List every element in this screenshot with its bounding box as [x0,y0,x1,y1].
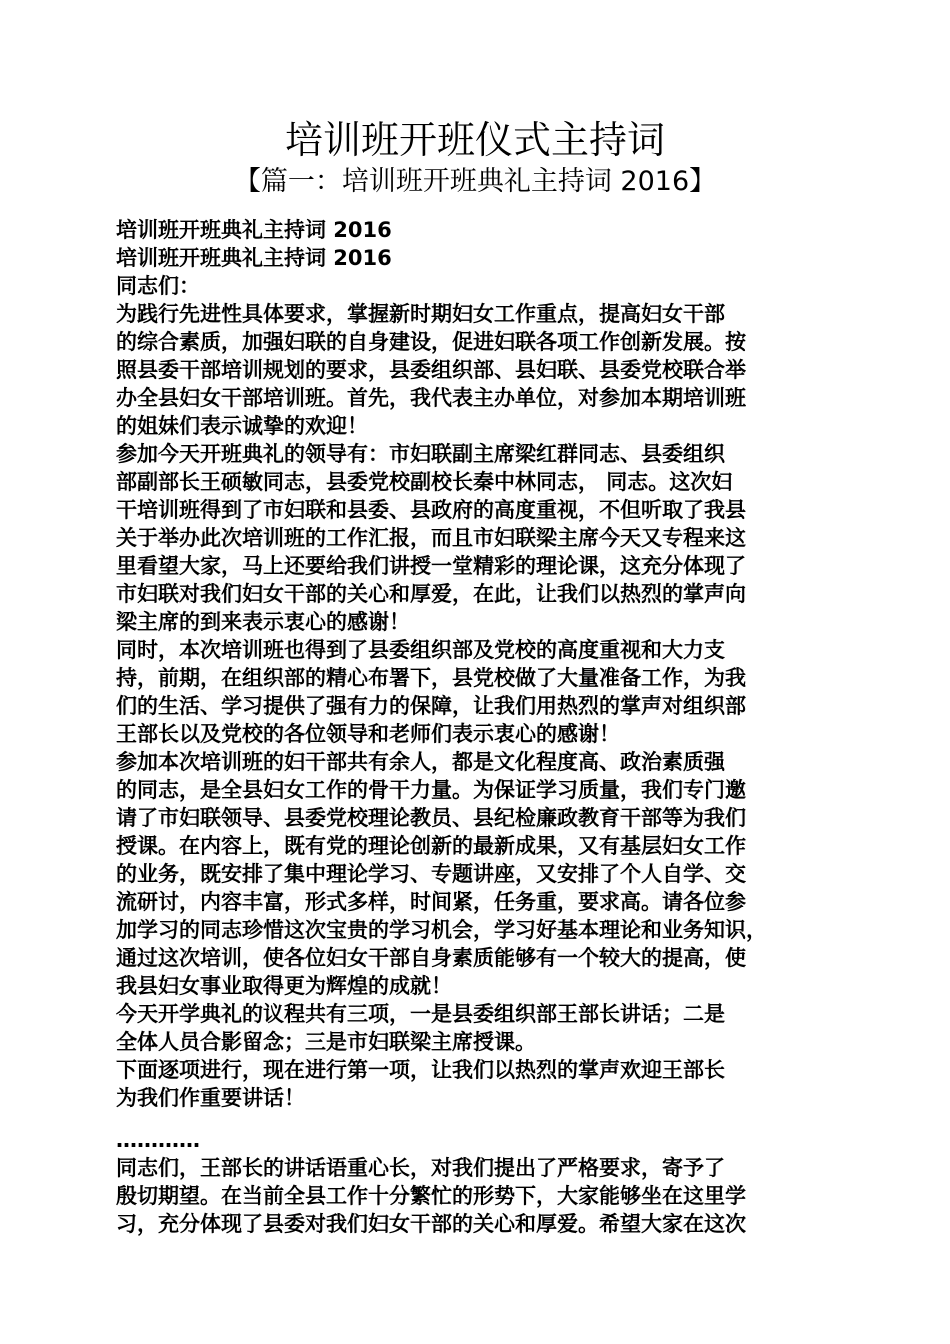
text-line: 培训班开班典礼主持词 2016 [116,246,392,270]
text-line: 加学习的同志珍惜这次宝贵的学习机会，学习好基本理论和业务知识， [116,918,767,942]
text-line: ………… [116,1128,200,1152]
text-line: 部副部长王硕敏同志，县委党校副校长秦中林同志， 同志。这次妇 [116,470,733,494]
spacer [116,1112,840,1126]
text-line: 同时，本次培训班也得到了县委组织部及党校的高度重视和大力支 [116,638,725,662]
text-line: 我县妇女事业取得更为辉煌的成就！ [116,974,452,998]
text-line: 办全县妇女干部培训班。首先，我代表主办单位，对参加本期培训班 [116,386,746,410]
text-line: 的综合素质，加强妇联的自身建设，促进妇联各项工作创新发展。按 [116,330,746,354]
text-line: 授课。在内容上，既有党的理论创新的最新成果，又有基层妇女工作 [116,834,746,858]
text-line: 照县委干部培训规划的要求，县委组织部、县妇联、县委党校联合举 [116,358,746,382]
text-line: 为我们作重要讲话！ [116,1086,305,1110]
document-title: 培训班开班仪式主持词 [284,118,665,162]
document-body [116,216,840,1238]
text-line: 持，前期，在组织部的精心布署下，县党校做了大量准备工作，为我 [116,666,746,690]
text-line: 们的生活、学习提供了强有力的保障，让我们用热烈的掌声对组织部 [116,694,746,718]
text-line: 全体人员合影留念；三是市妇联梁主席授课。 [116,1030,536,1054]
text-line: 为践行先进性具体要求，掌握新时期妇女工作重点，提高妇女干部 [116,302,725,326]
text-line: 参加今天开班典礼的领导有：市妇联副主席梁红群同志、县委组织 [116,442,725,466]
text-line: 的同志，是全县妇女工作的骨干力量。为保证学习质量，我们专门邀 [116,778,746,802]
text-line: 干培训班得到了市妇联和县委、县政府的高度重视，不但听取了我县 [116,498,746,522]
text-line: 参加本次培训班的妇干部共有余人，都是文化程度高、政治素质强 [116,750,725,774]
text-line: 关于举办此次培训班的工作汇报，而且市妇联梁主席今天又专程来这 [116,526,746,550]
text-line: 梁主席的到来表示衷心的感谢！ [116,610,410,634]
text-line: 的姐妹们表示诚挚的欢迎！ [116,414,368,438]
text-line: 请了市妇联领导、县委党校理论教员、县纪检廉政教育干部等为我们 [116,806,746,830]
text-line: 流研讨，内容丰富，形式多样，时间紧，任务重，要求高。请各位参 [116,890,746,914]
text-line: 王部长以及党校的各位领导和老师们表示衷心的感谢！ [116,722,620,746]
text-line: 通过这次培训，使各位妇女干部自身素质能够有一个较大的提高，使 [116,946,746,970]
text-line: 同志们，王部长的讲话语重心长，对我们提出了严格要求，寄予了 [116,1156,725,1180]
text-line: 下面逐项进行，现在进行第一项，让我们以热烈的掌声欢迎王部长 [116,1058,725,1082]
text-line: 殷切期望。在当前全县工作十分繁忙的形势下，大家能够坐在这里学 [116,1184,746,1208]
document-subtitle: 【篇一：培训班开班典礼主持词 2016】 [233,166,717,197]
text-line: 培训班开班典礼主持词 2016 [116,218,392,242]
text-line: 里看望大家，马上还要给我们讲授一堂精彩的理论课，这充分体现了 [116,554,746,578]
text-line: 市妇联对我们妇女干部的关心和厚爱，在此，让我们以热烈的掌声向 [116,582,746,606]
text-line: 今天开学典礼的议程共有三项，一是县委组织部王部长讲话；二是 [116,1002,725,1026]
text-line: 同志们： [116,274,200,298]
text-line: 习，充分体现了县委对我们妇女干部的关心和厚爱。希望大家在这次 [116,1212,746,1236]
text-line: 的业务，既安排了集中理论学习、专题讲座，又安排了个人自学、交 [116,862,746,886]
